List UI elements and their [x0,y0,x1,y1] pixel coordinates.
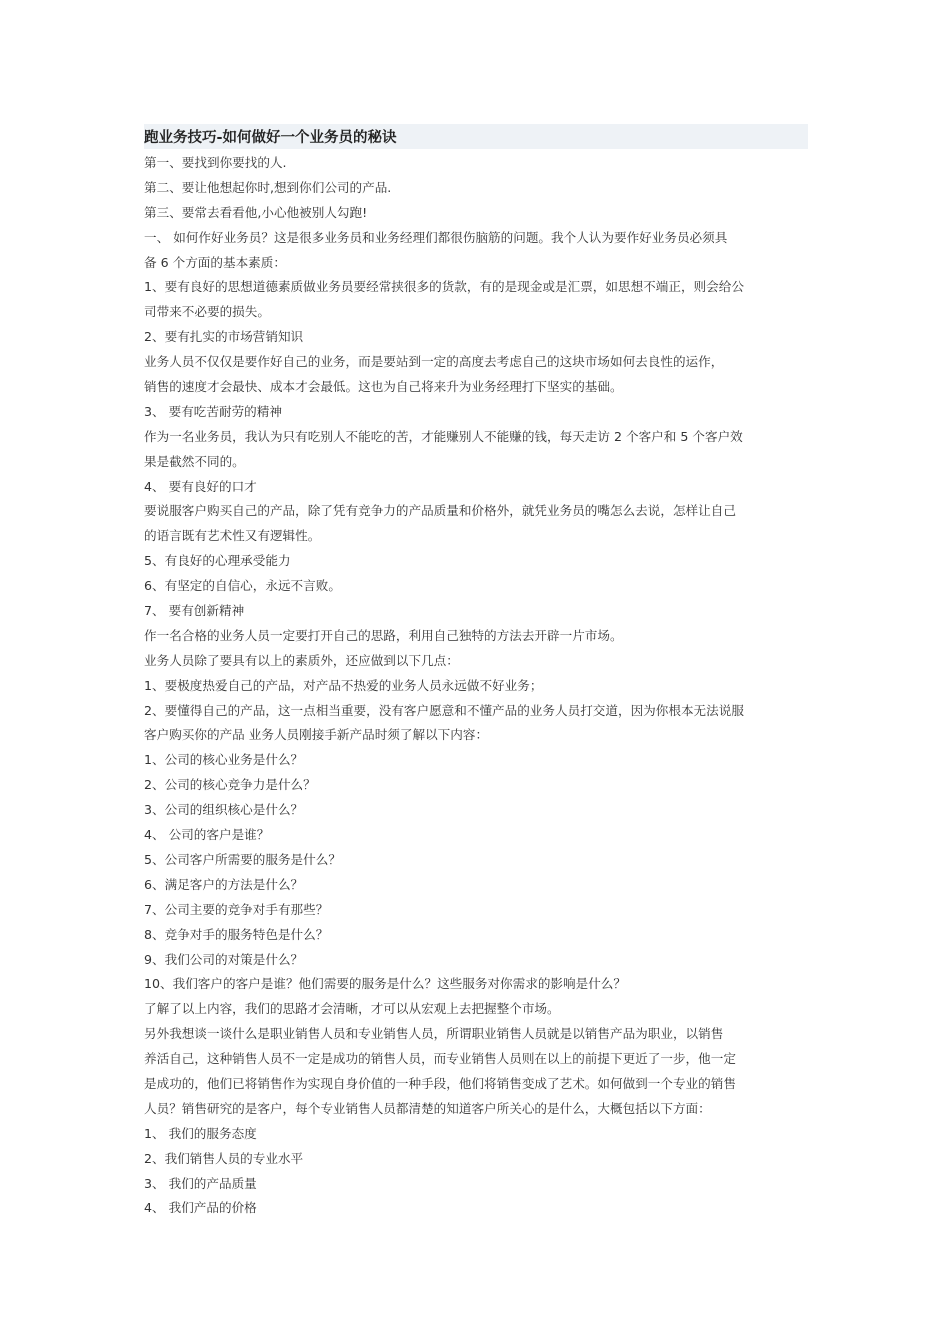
paragraph-line: 果是截然不同的。 [144,453,245,469]
paragraph-line: 的语言既有艺术性又有逻辑性。 [144,528,321,544]
paragraph-line: 一、 如何作好业务员？这是很多业务员和业务经理们都很伤脑筋的问题。我个人认为要作好业务员必须具 [144,229,728,245]
paragraph-line: 7、 要有创新精神 [144,603,245,619]
paragraph-line: 了解了以上内容，我们的思路才会清晰，才可以从宏观上去把握整个市场。 [144,1001,560,1017]
paragraph-line: 业务人员不仅仅是要作好自己的业务，而是要站到一定的高度去考虑自己的这块市场如何去良性的运作， [144,354,724,370]
paragraph-line: 2、要懂得自己的产品，这一点相当重要，没有客户愿意和不懂产品的业务人员打交道，因为你根本无法说服 [144,702,744,718]
paragraph-line: 3、 我们的产品质量 [144,1175,257,1191]
paragraph-line: 第三、要常去看看他,小心他被别人勾跑! [144,204,368,220]
paragraph-line: 销售的速度才会最快、成本才会最低。这也为自己将来升为业务经理打下坚实的基础。 [144,379,623,395]
paragraph-line: 业务人员除了要具有以上的素质外，还应做到以下几点： [144,652,459,668]
paragraph-line: 3、公司的组织核心是什么？ [144,802,304,818]
paragraph-line: 养活自己，这种销售人员不一定是成功的销售人员，而专业销售人员则在以上的前提下更近了一步，他一定 [144,1051,736,1067]
paragraph-line: 2、我们销售人员的专业水平 [144,1150,304,1166]
paragraph-line: 备 6 个方面的基本素质： [144,254,286,270]
paragraph-line: 5、有良好的心理承受能力 [144,553,291,569]
paragraph-line: 作为一名业务员，我认为只有吃别人不能吃的苦，才能赚别人不能赚的钱，每天走访 2 个客户和 5 个客户效 [144,428,743,444]
document-body [144,151,808,1221]
paragraph-line: 4、 要有良好的口才 [144,478,257,494]
paragraph-line: 1、 我们的服务态度 [144,1125,257,1141]
document-page [144,124,808,1221]
paragraph-line: 第二、要让他想起你时,想到你们公司的产品. [144,179,392,195]
paragraph-line: 1、要极度热爱自己的产品，对产品不热爱的业务人员永远做不好业务； [144,677,543,693]
paragraph-line: 8、竞争对手的服务特色是什么？ [144,926,329,942]
paragraph-line: 10、我们客户的客户是谁？他们需要的服务是什么？这些服务对你需求的影响是什么？ [144,976,626,992]
paragraph-line: 3、 要有吃苦耐劳的精神 [144,403,282,419]
paragraph-line: 5、公司客户所需要的服务是什么？ [144,851,341,867]
paragraph-line: 6、有坚定的自信心，永远不言败。 [144,578,341,594]
document-title: 跑业务技巧-如何做好一个业务员的秘诀 [144,130,397,146]
paragraph-line: 司带来不必要的损失。 [144,304,270,320]
paragraph-line: 2、要有扎实的市场营销知识 [144,329,304,345]
paragraph-line: 要说服客户购买自己的产品，除了凭有竞争力的产品质量和价格外，就凭业务员的嘴怎么去说，怎样让自己 [144,503,736,519]
paragraph-line: 4、 我们产品的价格 [144,1200,257,1216]
title-bar [144,124,808,149]
paragraph-line: 客户购买你的产品 业务人员刚接手新产品时须了解以下内容： [144,727,489,743]
paragraph-line: 6、满足客户的方法是什么？ [144,876,304,892]
paragraph-line: 4、 公司的客户是谁？ [144,827,270,843]
paragraph-line: 另外我想谈一谈什么是职业销售人员和专业销售人员，所谓职业销售人员就是以销售产品为职业，以销售 [144,1026,724,1042]
paragraph-line: 人员？销售研究的是客户，每个专业销售人员都清楚的知道客户所关心的是什么，大概包括以下方面： [144,1100,711,1116]
paragraph-line: 作一名合格的业务人员一定要打开自己的思路，利用自己独特的方法去开辟一片市场。 [144,627,623,643]
paragraph-line: 1、要有良好的思想道德素质做业务员要经常挟很多的货款，有的是现金或是汇票，如思想不端正，则会给公 [144,279,744,295]
paragraph-line: 1、公司的核心业务是什么？ [144,752,304,768]
paragraph-line: 7、公司主要的竞争对手有那些？ [144,901,329,917]
paragraph-line: 9、我们公司的对策是什么？ [144,951,304,967]
paragraph-line: 是成功的，他们已将销售作为实现自身价值的一种手段，他们将销售变成了艺术。如何做到一个专业的销售 [144,1075,736,1091]
paragraph-line: 第一、要找到你要找的人. [144,155,287,170]
paragraph-line: 2、公司的核心竞争力是什么？ [144,777,316,793]
